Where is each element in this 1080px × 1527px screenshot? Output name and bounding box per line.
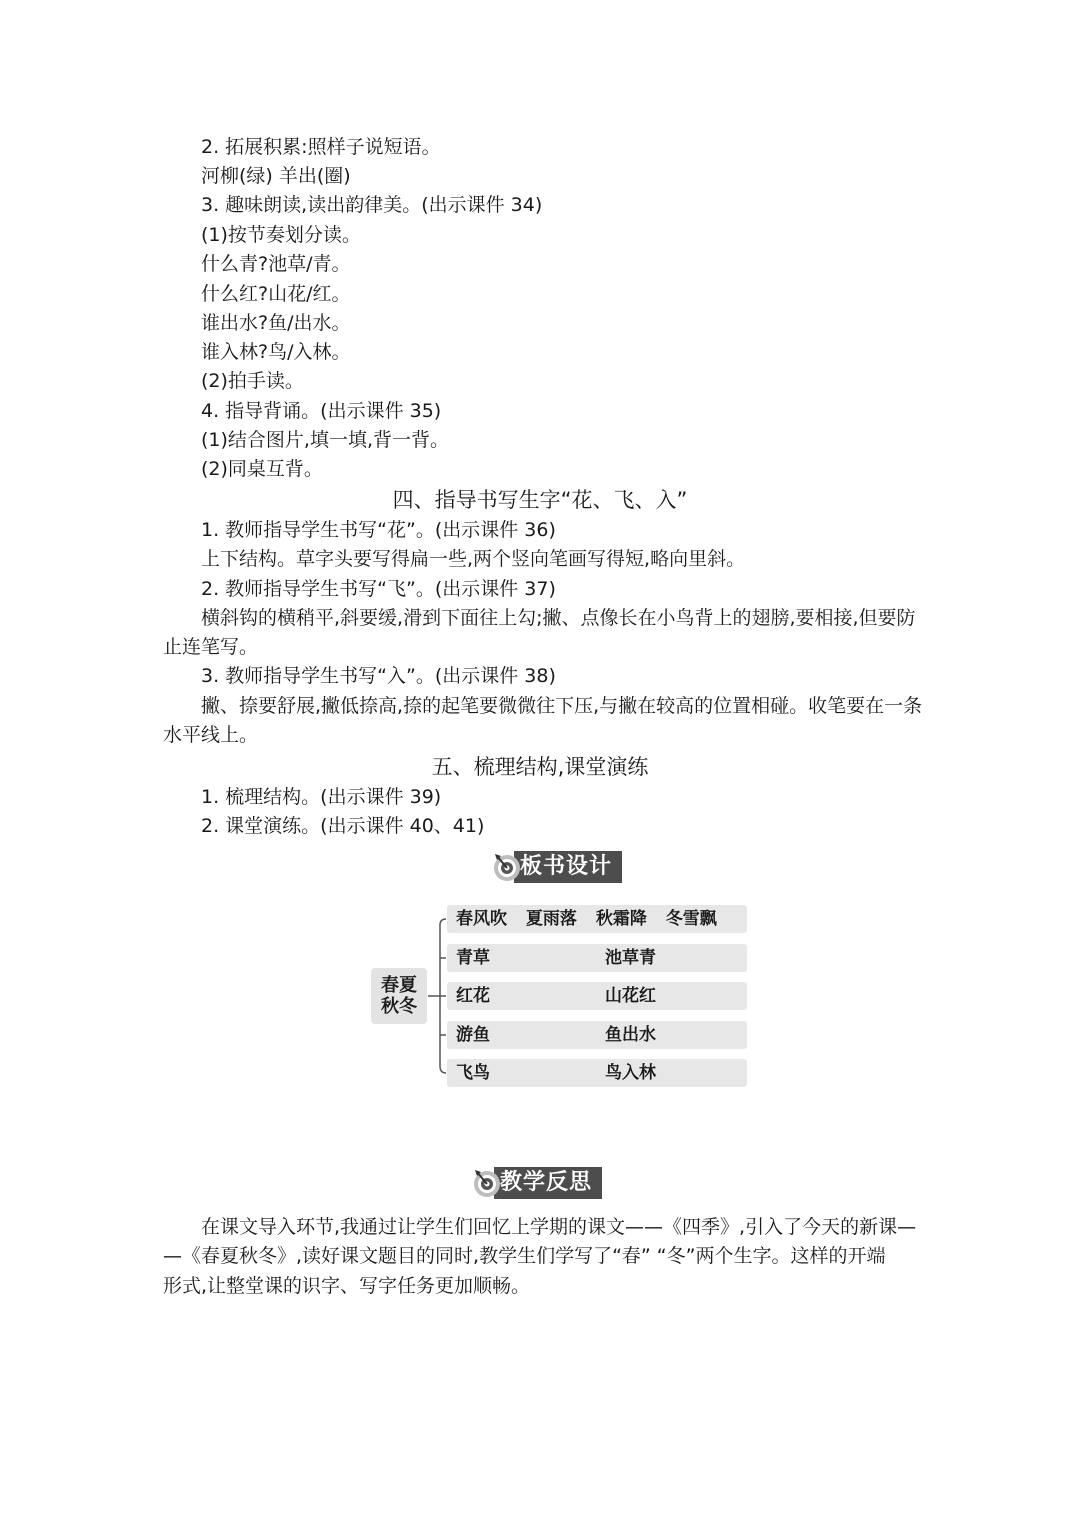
text-line: 什么红?山花/红。 [201, 283, 351, 305]
board-design-banner [492, 851, 622, 883]
text-line: 1. 梳理结构。(出示课件 39) [201, 786, 442, 808]
board-phrase: 秋霜降 [595, 909, 647, 929]
text-line: 谁出水?鱼/出水。 [201, 312, 351, 334]
reflection-banner [472, 1167, 602, 1199]
board-row [447, 982, 747, 1010]
text-line: 形式,让整堂课的识字、写字任务更加顺畅。 [163, 1275, 531, 1297]
text-line: 横斜钩的横稍平,斜要缓,滑到下面往上勾;撇、点像长在小鸟背上的翅膀,要相接,但要防 [201, 607, 916, 629]
banner-title: 教学反思 [494, 1167, 602, 1199]
banner-title: 板书设计 [514, 851, 622, 883]
board-word: 飞鸟 [456, 1063, 490, 1083]
text-line: 止连笔写。 [163, 636, 259, 658]
target-icon [492, 852, 522, 882]
text-line: 水平线上。 [163, 724, 259, 746]
text-line: 什么青?池草/青。 [201, 253, 351, 275]
board-word: 青草 [456, 948, 490, 968]
section-heading: 四、指导书写生字“花、飞、入” [392, 488, 688, 512]
text-line: 谁入林?鸟/入林。 [201, 341, 351, 363]
text-line: 撇、捺要舒展,撇低捺高,捺的起笔要微微往下压,与撇在较高的位置相碰。收笔要在一条 [201, 695, 923, 717]
section-heading: 五、梳理结构,课堂演练 [431, 755, 649, 779]
text-line: 3. 趣味朗读,读出韵律美。(出示课件 34) [201, 194, 543, 216]
text-line: 2. 教师指导学生书写“飞”。(出示课件 37) [201, 578, 556, 600]
target-icon [472, 1168, 502, 1198]
text-line: (2)同桌互背。 [201, 458, 323, 480]
text-line: (2)拍手读。 [201, 370, 304, 392]
board-root-line: 秋冬 [381, 996, 417, 1017]
text-line: 4. 指导背诵。(出示课件 35) [201, 400, 442, 422]
board-root-line: 春夏 [381, 975, 417, 996]
text-line: 河柳(绿) 羊出(圈) [201, 165, 351, 187]
text-line: 在课文导入环节,我通过让学生们回忆上学期的课文——《四季》,引入了今天的新课— [201, 1216, 917, 1238]
board-word: 游鱼 [456, 1025, 490, 1045]
text-line: (1)按节奏划分读。 [201, 224, 361, 246]
board-phrase: 鸟入林 [605, 1063, 656, 1083]
text-line: 3. 教师指导学生书写“入”。(出示课件 38) [201, 665, 556, 687]
board-row [447, 1021, 747, 1049]
board-phrase: 池草青 [605, 948, 656, 968]
text-line: (1)结合图片,填一填,背一背。 [201, 429, 449, 451]
board-phrase: 鱼出水 [605, 1025, 656, 1045]
text-line: 2. 课堂演练。(出示课件 40、41) [201, 815, 485, 837]
text-line: 1. 教师指导学生书写“花”。(出示课件 36) [201, 519, 556, 541]
board-phrase: 山花红 [605, 986, 656, 1006]
board-phrase: 夏雨落 [525, 909, 577, 929]
board-row [447, 944, 747, 972]
text-line: 2. 拓展积累:照样子说短语。 [201, 136, 441, 158]
board-root [371, 968, 427, 1024]
board-phrase: 冬雪飘 [665, 909, 717, 929]
text-line: 上下结构。草字头要写得扁一些,两个竖向笔画写得短,略向里斜。 [201, 548, 746, 570]
board-phrase: 春风吹 [456, 909, 507, 929]
board-row [447, 1059, 747, 1087]
board-top-row [447, 905, 747, 933]
text-line: —《春夏秋冬》,读好课文题目的同时,教学生们学写了“春” “冬”两个生字。这样的开端 [163, 1245, 886, 1267]
board-word: 红花 [456, 986, 490, 1006]
